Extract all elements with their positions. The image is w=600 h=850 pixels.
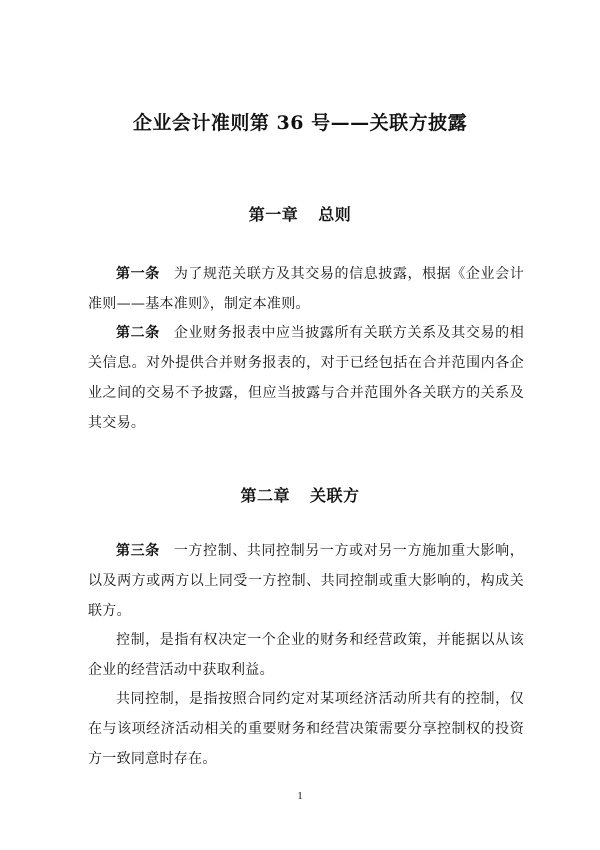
article-1-text: 为了规范关联方及其交易的信息披露，根据《企业会计准则——基本准则》，制定本准则。 (88, 266, 524, 312)
article-1-paragraph (88, 259, 524, 319)
article-3-label: 第三条 (116, 543, 160, 559)
article-1-label: 第一条 (116, 266, 160, 282)
page-number: 1 (297, 790, 303, 802)
article-3-paragraph (88, 536, 524, 626)
article-2-text: 企业财务报表中应当披露所有关联方关系及其交易的相关信息。对外提供合并财务报表的，对于已经包括在合并范围内各企业之间的交易不予披露，但应当披露与合并范围外各关联方的关系及其交易。 (88, 325, 524, 431)
chapter-1-number: 第一章 (248, 205, 299, 224)
chapter-2-number: 第二章 (240, 486, 290, 505)
chapter-2-name: 关联方 (310, 486, 360, 505)
chapter-1-name: 总则 (318, 205, 352, 224)
joint-control-definition-text: 共同控制，是指按照合同约定对某项经济活动所共有的控制，仅在与该项经济活动相关的重要财务和经营决策需要分享控制权的投资方一致同意时存在。 (88, 691, 524, 767)
control-definition-paragraph (88, 625, 524, 685)
article-2-paragraph (88, 318, 524, 438)
chapter-1-heading (0, 202, 600, 225)
article-3-text: 一方控制、共同控制另一方或对另一方施加重大影响，以及两方或两方以上同受一方控制、共同控制或重大影响的，构成关联方。 (88, 543, 524, 619)
joint-control-definition-paragraph (88, 684, 524, 774)
article-2-label: 第二条 (116, 325, 160, 341)
control-definition-text: 控制，是指有权决定一个企业的财务和经营政策，并能据以从该企业的经营活动中获取利益。 (88, 632, 524, 678)
document-title: 企业会计准则第 36 号——关联方披露 (132, 112, 468, 134)
chapter-2-heading (0, 483, 600, 506)
